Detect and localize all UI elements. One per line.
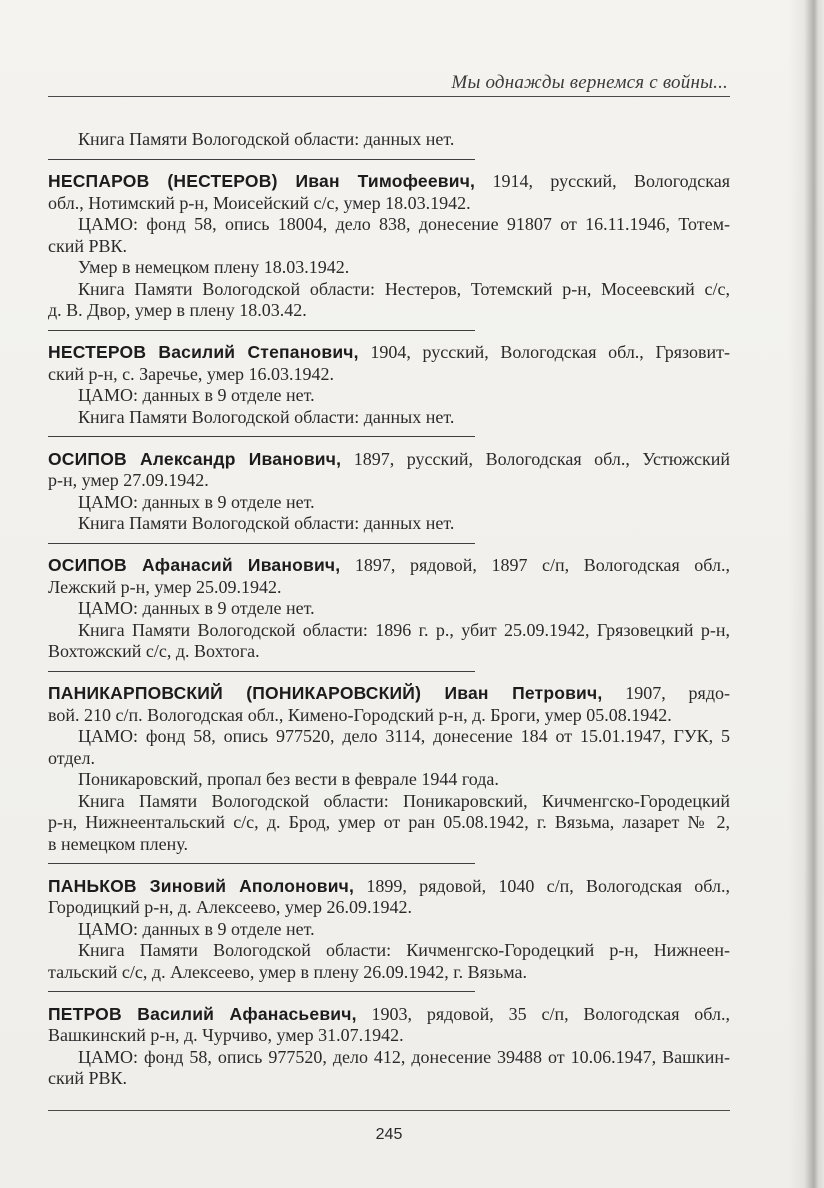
entry-separator [48,436,475,437]
memory-book-line: Книга Памяти Вологодской области: 1896 г. р., убит 25.09.1942, Грязовецкий р-н, [78,619,730,640]
biography-line: Городицкий р-н, д. Алексеево, умер 26.09.1942. [48,897,412,917]
biography-entry [48,555,730,663]
biography-line: обл., Нотимский р-н, Моисейский с/с, умер 18.03.1942. [48,192,471,213]
entry-separator [48,671,475,672]
biography-text: 1904, русский, Вологодская обл., Грязовит- [370,342,730,362]
tsamo-record-line: ЦАМО: данных в 9 отделе нет. [78,491,315,512]
memory-book-line: д. В. Двор, умер в плену 18.03.42. [48,300,307,320]
biography-entry [48,342,730,428]
biography-text: 1899, рядовой, 1040 с/п, Вологодская обл., [366,875,731,896]
entry-name: ОСИПОВ Александр Иванович, [48,448,342,469]
entry-separator [48,330,475,331]
biography-line: ский р-н, с. Заречье, умер 16.03.1942. [48,363,335,384]
memory-book-line: Книга Памяти Вологодской области: данных нет. [78,513,455,533]
memory-book-line: Книга Памяти Вологодской области: Кичменгско-Городецкий р-н, Нижнеен- [78,940,730,960]
memory-book-line: р-н, Нижнеентальский с/с, д. Брод, умер от ран 05.08.1942, г. Вязьма, лазарет № 2, [48,812,730,832]
biography-text: 1907, рядо- [625,683,730,703]
entry-name: ПАНИКАРПОВСКИЙ (ПОНИКАРОВСКИЙ) Иван Петрович, [48,683,603,703]
tsamo-record-line: ЦАМО: данных в 9 отделе нет. [78,598,315,618]
entry-name: НЕСТЕРОВ Василий Степанович, [48,342,359,362]
tsamo-record-line: ЦАМО: данных в 9 отделе нет. [78,385,315,405]
footer-rule [48,1110,730,1111]
memory-book-line: в немецком плену. [48,833,188,854]
entry-separator [48,863,475,864]
tsamo-record-line: ЦАМО: фонд 58, опись 977520, дело 412, донесение 39488 от 10.06.1947, Вашкин- [78,1046,730,1067]
entry-name: НЕСПАРОВ (НЕСТЕРОВ) Иван Тимофеевич, [48,171,476,191]
biography-line: Лежский р-н, умер 25.09.1942. [48,576,282,597]
biography-text: 1903, рядовой, 35 с/п, Вологодская обл., [371,1003,731,1024]
memory-book-line: Вохтожский с/с, д. Вохтога. [48,641,260,661]
running-header: Мы однажды вернемся с войны... [451,72,728,93]
tsamo-record-line: ЦАМО: данных в 9 отделе нет. [78,918,315,939]
entry-first-line [48,555,730,577]
biography-entry [48,171,730,322]
entry-first-line [48,683,730,705]
biography-entry [48,1004,730,1090]
biography-entry [48,449,730,535]
entry-first-line [48,1004,730,1026]
tsamo-record-line: ский РВК. [48,1068,128,1088]
biography-line: вой. 210 с/п. Вологодская обл., Кимено-Городский р-н, д. Броги, умер 05.08.1942. [48,704,672,725]
entry-first-line [48,449,730,471]
memory-book-line: Книга Памяти Вологодской области: данных нет. [78,406,455,427]
memory-book-line: Книга Памяти Вологодской области: Нестеров, Тотемский р-н, Мосеевский с/с, [78,278,730,299]
biography-entry [48,683,730,855]
entry-separator [48,159,475,160]
biography-text: 1897, рядовой, 1897 с/п, Вологодская обл., [354,555,730,575]
biography-entry [48,876,730,984]
entry-name: ОСИПОВ Афанасий Иванович, [48,555,341,575]
entry-separator [48,543,475,544]
note-line: Поникаровский, пропал без вести в феврале 1944 года. [78,769,499,789]
tsamo-record-line: ЦАМО: фонд 58, опись 977520, дело 3114, донесение 184 от 15.01.1947, ГУК, 5 [78,726,730,746]
biography-text: 1914, русский, Вологодская [492,171,731,191]
biography-line: Вашкинский р-н, д. Чурчиво, умер 31.07.1942. [48,1025,404,1045]
header-rule [48,96,730,97]
note-line: Умер в немецком плену 18.03.1942. [78,257,350,277]
page-number: 245 [375,1126,403,1143]
page-edge-shadow [788,0,824,1188]
tsamo-record-line: отдел. [48,747,96,768]
entry-first-line [48,171,730,193]
entry-separator [48,991,475,992]
memory-book-line: Книга Памяти Вологодской области: Поникаровский, Кичменгско-Городецкий [78,790,730,811]
entry-name: ПАНЬКОВ Зиновий Аполонович, [48,875,355,896]
memory-book-line: тальский с/с, д. Алексеево, умер в плену 26.09.1942, г. Вязьма. [48,961,527,982]
entry-first-line [48,876,730,898]
entry-first-line [48,342,730,364]
entry-name: ПЕТРОВ Василий Афанасьевич, [48,1003,357,1024]
tsamo-record-line: ЦАМО: фонд 58, опись 18004, дело 838, донесение 91807 от 16.11.1946, Тотем- [78,214,730,234]
biography-line: р-н, умер 27.09.1942. [48,470,209,490]
tsamo-record-line: ский РВК. [48,235,128,256]
carryover-line: Книга Памяти Вологодской области: данных нет. [78,129,455,149]
biography-text: 1897, русский, Вологодская обл., Устюжский [353,448,730,469]
text-column [48,129,730,1090]
